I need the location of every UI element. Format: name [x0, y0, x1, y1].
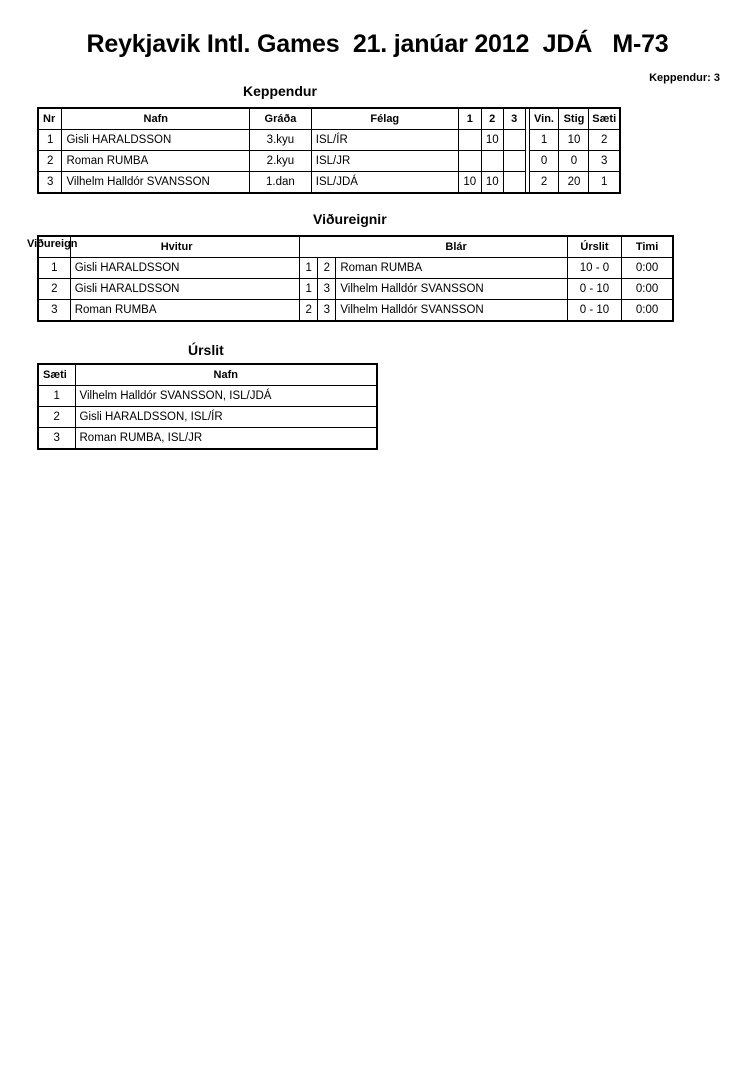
cell-stig: 20	[559, 172, 589, 194]
cell-hvitur-nr: 1	[300, 279, 318, 300]
table-row	[38, 151, 620, 172]
table-row	[38, 130, 620, 151]
competitor-count: Keppendur: 3	[649, 72, 720, 84]
col-header-grada: Gráða	[250, 108, 312, 130]
cell-saeti: 3	[38, 428, 75, 450]
cell-hvitur-nr: 1	[300, 258, 318, 279]
cell-felag: ISL/ÍR	[311, 130, 458, 151]
urslit-table	[37, 363, 378, 450]
cell-saeti: 3	[589, 151, 620, 172]
col-header-timi: Timi	[622, 236, 673, 258]
cell-score-1	[458, 151, 481, 172]
page-title: Reykjavik Intl. Games 21. janúar 2012 JDÁ M-73	[86, 30, 669, 58]
cell-nr: 1	[38, 130, 62, 151]
header-spacer	[38, 236, 70, 258]
cell-urslit: 10 - 0	[567, 258, 621, 279]
cell-saeti: 1	[589, 172, 620, 194]
col-header-hvitur: Hvitur	[70, 236, 299, 258]
col-header-2: 2	[481, 108, 503, 130]
table-row	[38, 279, 673, 300]
cell-match-nr: 3	[38, 300, 70, 322]
cell-nafn: Gisli HARALDSSON, ISL/ÍR	[75, 407, 377, 428]
cell-grada: 2.kyu	[250, 151, 312, 172]
cell-urslit: 0 - 10	[567, 300, 621, 322]
cell-saeti: 1	[38, 386, 75, 407]
col-header-felag: Félag	[311, 108, 458, 130]
cell-grada: 3.kyu	[250, 130, 312, 151]
cell-blar-nr: 3	[318, 300, 336, 322]
cell-hvitur: Gisli HARALDSSON	[70, 279, 299, 300]
keppendur-heading: Keppendur	[243, 83, 317, 99]
cell-nafn: Vilhelm Halldór SVANSSON	[62, 172, 250, 194]
vidureignir-table	[37, 235, 674, 322]
col-header-nr: Nr	[38, 108, 62, 130]
cell-vin: 2	[529, 172, 559, 194]
cell-nafn: Roman RUMBA	[62, 151, 250, 172]
cell-match-nr: 1	[38, 258, 70, 279]
col-header-vin: Vin.	[529, 108, 559, 130]
cell-blar: Vilhelm Halldór SVANSSON	[336, 300, 567, 322]
col-header-3: 3	[503, 108, 525, 130]
cell-vin: 0	[529, 151, 559, 172]
table-row	[38, 407, 377, 428]
cell-stig: 10	[559, 130, 589, 151]
vidureignir-heading: Viðureignir	[313, 211, 387, 227]
col-header-nafn: Nafn	[75, 364, 377, 386]
urslit-header-row	[38, 364, 377, 386]
table-row	[38, 172, 620, 194]
cell-score-1	[458, 130, 481, 151]
urslit-heading: Úrslit	[188, 342, 224, 358]
cell-score-2: 10	[481, 172, 503, 194]
cell-blar: Roman RUMBA	[336, 258, 567, 279]
cell-score-1: 10	[458, 172, 481, 194]
cell-vin: 1	[529, 130, 559, 151]
col-header-nafn: Nafn	[62, 108, 250, 130]
cell-blar-nr: 3	[318, 279, 336, 300]
cell-hvitur: Roman RUMBA	[70, 300, 299, 322]
cell-timi: 0:00	[622, 300, 673, 322]
cell-nafn: Vilhelm Halldór SVANSSON, ISL/JDÁ	[75, 386, 377, 407]
cell-saeti: 2	[38, 407, 75, 428]
cell-score-2	[481, 151, 503, 172]
cell-timi: 0:00	[622, 258, 673, 279]
cell-score-2: 10	[481, 130, 503, 151]
cell-stig: 0	[559, 151, 589, 172]
cell-nr: 2	[38, 151, 62, 172]
table-row	[38, 428, 377, 450]
cell-felag: ISL/JR	[311, 151, 458, 172]
table-row	[38, 258, 673, 279]
cell-felag: ISL/JDÁ	[311, 172, 458, 194]
cell-match-nr: 2	[38, 279, 70, 300]
col-header-saeti: Sæti	[38, 364, 75, 386]
keppendur-header-row	[38, 108, 620, 130]
keppendur-table	[37, 107, 621, 194]
col-header-saeti: Sæti	[589, 108, 620, 130]
cell-nr: 3	[38, 172, 62, 194]
cell-urslit: 0 - 10	[567, 279, 621, 300]
cell-blar-nr: 2	[318, 258, 336, 279]
cell-nafn: Gisli HARALDSSON	[62, 130, 250, 151]
table-row	[38, 300, 673, 322]
cell-hvitur: Gisli HARALDSSON	[70, 258, 299, 279]
cell-score-3	[503, 172, 525, 194]
cell-grada: 1.dan	[250, 172, 312, 194]
cell-timi: 0:00	[622, 279, 673, 300]
cell-blar: Vilhelm Halldór SVANSSON	[336, 279, 567, 300]
cell-saeti: 2	[589, 130, 620, 151]
cell-score-3	[503, 151, 525, 172]
col-header-vidureign: Viðureign	[27, 238, 78, 250]
col-header-blar: Blár	[300, 236, 568, 258]
col-header-1: 1	[458, 108, 481, 130]
vidureignir-header-row	[38, 236, 673, 258]
col-header-urslit: Úrslit	[567, 236, 621, 258]
table-row	[38, 386, 377, 407]
cell-nafn: Roman RUMBA, ISL/JR	[75, 428, 377, 450]
col-header-stig: Stig	[559, 108, 589, 130]
cell-hvitur-nr: 2	[300, 300, 318, 322]
cell-score-3	[503, 130, 525, 151]
